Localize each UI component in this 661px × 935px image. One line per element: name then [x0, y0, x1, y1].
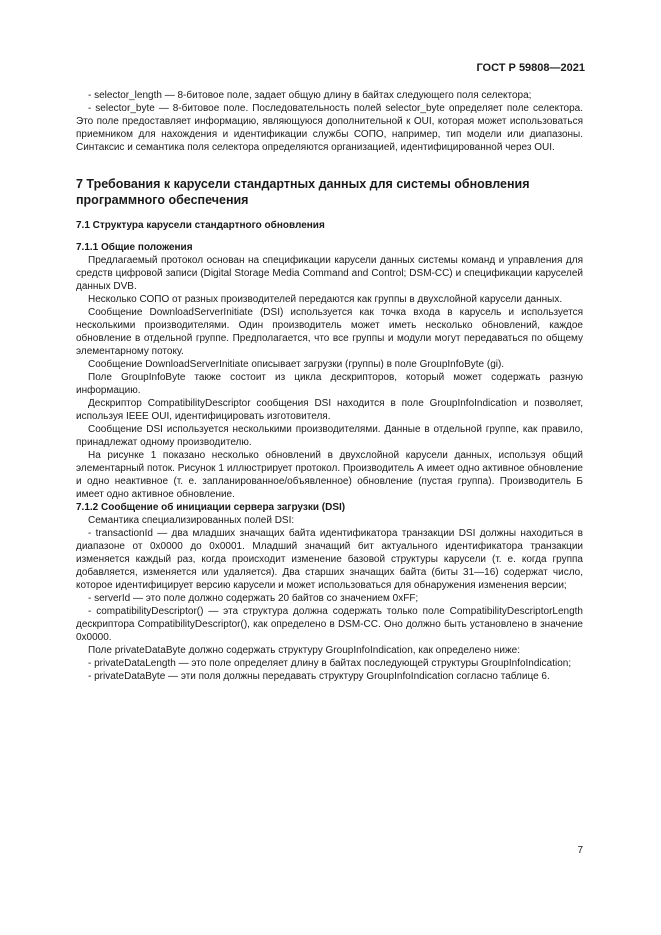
paragraph-selector-length: - selector_length — 8-битовое поле, задает общую длину в байтах следующего поля селектора; [88, 90, 532, 101]
document-number: ГОСТ Р 59808—2021 [476, 62, 585, 74]
paragraph: Поле privateDataByte должно содержать структуру GroupInfoIndication, как определено ниже: [88, 645, 521, 656]
section-heading-7: 7 Требования к карусели стандартных данных для системы обновления программного обеспечения [76, 177, 530, 207]
paragraph: Дескриптор CompatibilityDescriptor сообщения DSI находится в поле GroupInfoIndication и позволяет, используя IEEE OUI, идентифицировать изготовителя. [76, 398, 583, 422]
paragraph-transaction-id: - transactionId — два младших значащих байта идентификатора транзакции DSI должны находиться в диапазоне от 0x0000 до 0x0001. Младший значащий бит актуального идентификатора транзакции изменяется каждый раз, когда происходит изменение базовой структуры карусели (т. е. когда группа добавляется, изменяется или удаляется). Два старших значащих байта (биты 31—16) содержат число, которое идентифицирует версию карусели и может использоваться для обнаружения изменения версии; [76, 528, 583, 591]
paragraph: Несколько СОПО от разных производителей передаются как группы в двухслойной карусели данных. [88, 294, 563, 305]
paragraph: Семантика специализированных полей DSI: [88, 515, 295, 526]
paragraph: Сообщение DSI используется несколькими производителями. Данные в отдельной группе, как правило, принадлежат одному производителю. [76, 424, 583, 448]
paragraph: Сообщение DownloadServerInitiate описывает загрузки (группы) в поле GroupInfoByte (gi). [88, 359, 505, 370]
paragraph: Предлагаемый протокол основан на спецификации карусели данных системы команд и управления для средств цифровой записи (Digital Storage Media Command and Control; DSM-CC) и спецификации каруселей данных DVB. [76, 255, 583, 292]
document-body [76, 89, 583, 683]
paragraph: На рисунке 1 показано несколько обновлений в двухслойной карусели данных, используя общий элементарный поток. Рисунок 1 иллюстрирует протокол. Производитель А имеет одно активное обновление и одно неактивное (т. е. запланированное/объявленное) обновление (пустая группа). Производитель Б имеет одно активное обновление. [76, 450, 583, 500]
paragraph: Сообщение DownloadServerInitiate (DSI) используется как точка входа в карусель и используется несколькими производителями. Один производитель может иметь несколько обновлений, каждое обновление в отдельной группе. Предполагается, что все группы и модули могут передаваться по общему элементарному потоку. [76, 307, 583, 357]
paragraph-compatibility-descriptor: - compatibilityDescriptor() — эта структура должна содержать только поле CompatibilityDescriptorLength дескриптора CompatibilityDescriptor(), как определено в DSM-CC. Оно должно быть установлено в значение 0x0000. [76, 606, 583, 643]
paragraph-private-data-length: - privateDataLength — это поле определяет длину в байтах последующей структуры GroupInfoIndication; [88, 658, 572, 669]
section-heading-7-1-2: 7.1.2 Сообщение об инициации сервера загрузки (DSI) [76, 502, 346, 513]
section-heading-7-1-1: 7.1.1 Общие положения [76, 242, 193, 253]
section-heading-7-1: 7.1 Структура карусели стандартного обновления [76, 220, 325, 231]
paragraph-server-id: - serverId — это поле должно содержать 20 байтов со значением 0xFF; [88, 593, 419, 604]
paragraph-private-data-byte: - privateDataByte — эти поля должны передавать структуру GroupInfoIndication согласно таблице 6. [88, 671, 550, 682]
page-number: 7 [577, 845, 583, 856]
paragraph-selector-byte: - selector_byte — 8-битовое поле. Последовательность полей selector_byte определяет поле селектора. Это поле предоставляет информацию, являющуюся дополнительной к OUI, которая может использоваться приемником для нахождения и идентификации службы СОПО, например, тип модели или диапазоны. Синтаксис и семантика поля селектора определяются организацией, идентифицированной через OUI. [76, 103, 583, 153]
paragraph: Поле GroupInfoByte также состоит из цикла дескрипторов, который может содержать разную информацию. [76, 372, 583, 396]
